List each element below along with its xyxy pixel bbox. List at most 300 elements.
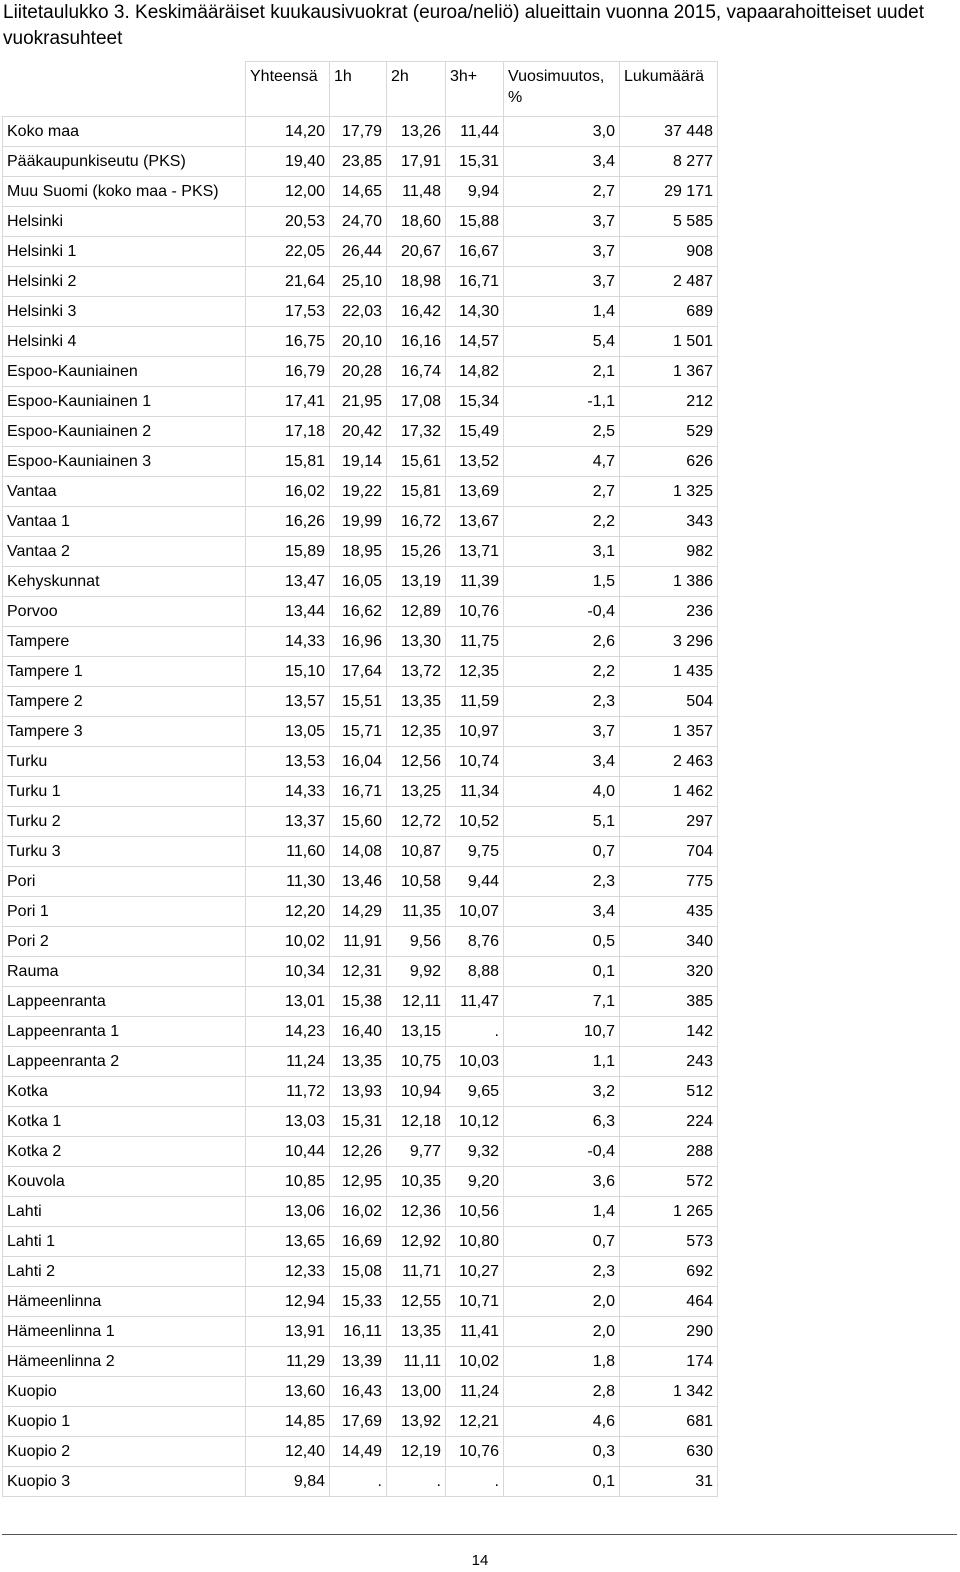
region-name-cell: Turku 2 (3, 807, 246, 837)
value-cell: 5,1 (504, 807, 620, 837)
value-cell: 16,05 (330, 567, 387, 597)
value-cell: 1,1 (504, 1047, 620, 1077)
value-cell: 13,35 (330, 1047, 387, 1077)
value-cell: 908 (620, 237, 718, 267)
value-cell: 16,96 (330, 627, 387, 657)
region-name-cell: Vantaa 2 (3, 537, 246, 567)
value-cell: 692 (620, 1257, 718, 1287)
value-cell: 297 (620, 807, 718, 837)
region-name-cell: Pääkaupunkiseutu (PKS) (3, 147, 246, 177)
value-cell: 704 (620, 837, 718, 867)
table-row (3, 747, 718, 777)
value-cell: 17,64 (330, 657, 387, 687)
value-cell: 13,92 (387, 1407, 446, 1437)
value-cell: 10,94 (387, 1077, 446, 1107)
table-row (3, 417, 718, 447)
value-cell: 3,2 (504, 1077, 620, 1107)
region-name-cell: Turku 1 (3, 777, 246, 807)
value-cell: 19,99 (330, 507, 387, 537)
value-cell: 0,5 (504, 927, 620, 957)
value-cell: 19,22 (330, 477, 387, 507)
value-cell: 16,16 (387, 327, 446, 357)
value-cell: 681 (620, 1407, 718, 1437)
value-cell: 630 (620, 1437, 718, 1467)
value-cell: 13,35 (387, 687, 446, 717)
region-name-cell: Rauma (3, 957, 246, 987)
value-cell: 15,81 (246, 447, 330, 477)
table-row (3, 777, 718, 807)
value-cell: 9,75 (446, 837, 504, 867)
value-cell: 1 367 (620, 357, 718, 387)
table-row (3, 1257, 718, 1287)
value-cell: 22,03 (330, 297, 387, 327)
value-cell: 11,60 (246, 837, 330, 867)
value-cell: 16,72 (387, 507, 446, 537)
region-name-cell: Kehyskunnat (3, 567, 246, 597)
value-cell: 2,3 (504, 867, 620, 897)
region-name-cell: Kuopio 2 (3, 1437, 246, 1467)
table-row (3, 147, 718, 177)
value-cell: 2,2 (504, 657, 620, 687)
value-cell: 15,51 (330, 687, 387, 717)
table-row (3, 1017, 718, 1047)
value-cell: 10,87 (387, 837, 446, 867)
value-cell: 10,52 (446, 807, 504, 837)
value-cell: 11,71 (387, 1257, 446, 1287)
table-row (3, 1137, 718, 1167)
table-row (3, 1437, 718, 1467)
region-name-cell: Lappeenranta (3, 987, 246, 1017)
value-cell: 243 (620, 1047, 718, 1077)
region-name-cell: Pori 1 (3, 897, 246, 927)
region-header (3, 62, 246, 117)
value-cell: 13,44 (246, 597, 330, 627)
region-name-cell: Muu Suomi (koko maa - PKS) (3, 177, 246, 207)
value-cell: 10,44 (246, 1137, 330, 1167)
value-cell: 13,01 (246, 987, 330, 1017)
region-name-cell: Tampere 1 (3, 657, 246, 687)
table-row (3, 237, 718, 267)
value-cell: . (446, 1017, 504, 1047)
value-cell: 12,35 (446, 657, 504, 687)
value-cell: 572 (620, 1167, 718, 1197)
value-cell: 775 (620, 867, 718, 897)
value-cell: 17,41 (246, 387, 330, 417)
value-cell: 21,95 (330, 387, 387, 417)
value-cell: 16,42 (387, 297, 446, 327)
table-row (3, 957, 718, 987)
value-cell: 11,24 (246, 1047, 330, 1077)
value-cell: 2,2 (504, 507, 620, 537)
value-cell: 10,85 (246, 1167, 330, 1197)
value-cell: 13,46 (330, 867, 387, 897)
value-cell: 22,05 (246, 237, 330, 267)
value-cell: 13,25 (387, 777, 446, 807)
value-cell: 12,26 (330, 1137, 387, 1167)
table-row (3, 1107, 718, 1137)
value-cell: 4,0 (504, 777, 620, 807)
value-cell: 8,88 (446, 957, 504, 987)
value-cell: . (446, 1467, 504, 1497)
value-cell: 14,82 (446, 357, 504, 387)
value-cell: 18,98 (387, 267, 446, 297)
value-cell: 9,77 (387, 1137, 446, 1167)
value-cell: 14,85 (246, 1407, 330, 1437)
value-cell: 31 (620, 1467, 718, 1497)
value-cell: 2,7 (504, 177, 620, 207)
region-name-cell: Helsinki (3, 207, 246, 237)
value-cell: 10,97 (446, 717, 504, 747)
value-cell: 12,35 (387, 717, 446, 747)
value-cell: 16,04 (330, 747, 387, 777)
table-row (3, 1227, 718, 1257)
value-cell: 23,85 (330, 147, 387, 177)
value-cell: 11,91 (330, 927, 387, 957)
value-cell: -0,4 (504, 597, 620, 627)
header-row (3, 62, 718, 117)
value-cell: 626 (620, 447, 718, 477)
value-cell: 0,1 (504, 957, 620, 987)
table-row (3, 357, 718, 387)
value-cell: 10,02 (246, 927, 330, 957)
value-cell: 0,1 (504, 1467, 620, 1497)
value-cell: 3,4 (504, 897, 620, 927)
value-cell: 1 435 (620, 657, 718, 687)
table-row (3, 837, 718, 867)
value-cell: 290 (620, 1317, 718, 1347)
value-cell: 2 463 (620, 747, 718, 777)
value-cell: 12,33 (246, 1257, 330, 1287)
value-cell: 2,3 (504, 1257, 620, 1287)
value-cell: 2,0 (504, 1317, 620, 1347)
value-cell: 689 (620, 297, 718, 327)
value-cell: 13,57 (246, 687, 330, 717)
value-cell: 15,31 (330, 1107, 387, 1137)
table-row (3, 537, 718, 567)
value-cell: 10,34 (246, 957, 330, 987)
value-cell: 13,72 (387, 657, 446, 687)
value-cell: 12,95 (330, 1167, 387, 1197)
region-name-cell: Lahti (3, 1197, 246, 1227)
value-cell: 504 (620, 687, 718, 717)
value-cell: 1 357 (620, 717, 718, 747)
value-cell: 17,53 (246, 297, 330, 327)
value-cell: 11,34 (446, 777, 504, 807)
region-name-cell: Vantaa (3, 477, 246, 507)
value-cell: 14,57 (446, 327, 504, 357)
value-cell: 13,00 (387, 1377, 446, 1407)
value-cell: 15,49 (446, 417, 504, 447)
value-cell: 0,3 (504, 1437, 620, 1467)
value-cell: 3,4 (504, 747, 620, 777)
column-header: Vuosimuutos, % (504, 62, 620, 117)
region-name-cell: Koko maa (3, 117, 246, 147)
value-cell: 3,7 (504, 207, 620, 237)
region-name-cell: Pori 2 (3, 927, 246, 957)
table-row (3, 387, 718, 417)
value-cell: 14,08 (330, 837, 387, 867)
value-cell: 464 (620, 1287, 718, 1317)
value-cell: 9,84 (246, 1467, 330, 1497)
value-cell: 17,69 (330, 1407, 387, 1437)
table-row (3, 927, 718, 957)
value-cell: 17,32 (387, 417, 446, 447)
value-cell: 573 (620, 1227, 718, 1257)
region-name-cell: Helsinki 3 (3, 297, 246, 327)
value-cell: 13,19 (387, 567, 446, 597)
table-row (3, 1197, 718, 1227)
region-name-cell: Kotka 2 (3, 1137, 246, 1167)
value-cell: 10,35 (387, 1167, 446, 1197)
value-cell: 12,20 (246, 897, 330, 927)
value-cell: -1,1 (504, 387, 620, 417)
value-cell: 16,69 (330, 1227, 387, 1257)
region-name-cell: Kuopio (3, 1377, 246, 1407)
value-cell: 10,80 (446, 1227, 504, 1257)
value-cell: 1,5 (504, 567, 620, 597)
value-cell: 11,47 (446, 987, 504, 1017)
value-cell: 11,24 (446, 1377, 504, 1407)
value-cell: 0,7 (504, 1227, 620, 1257)
table-row (3, 1287, 718, 1317)
value-cell: 17,08 (387, 387, 446, 417)
value-cell: 288 (620, 1137, 718, 1167)
value-cell: 11,72 (246, 1077, 330, 1107)
value-cell: 20,28 (330, 357, 387, 387)
region-name-cell: Pori (3, 867, 246, 897)
value-cell: 13,15 (387, 1017, 446, 1047)
region-name-cell: Kouvola (3, 1167, 246, 1197)
value-cell: 15,31 (446, 147, 504, 177)
table-row (3, 807, 718, 837)
value-cell: 11,11 (387, 1347, 446, 1377)
footer-rule (2, 1534, 957, 1535)
value-cell: 0,7 (504, 837, 620, 867)
value-cell: 20,53 (246, 207, 330, 237)
value-cell: 24,70 (330, 207, 387, 237)
value-cell: 3,0 (504, 117, 620, 147)
value-cell: 15,89 (246, 537, 330, 567)
value-cell: 13,65 (246, 1227, 330, 1257)
value-cell: 13,69 (446, 477, 504, 507)
value-cell: 20,42 (330, 417, 387, 447)
value-cell: 3,6 (504, 1167, 620, 1197)
value-cell: 3 296 (620, 627, 718, 657)
value-cell: 29 171 (620, 177, 718, 207)
value-cell: 340 (620, 927, 718, 957)
value-cell: 4,7 (504, 447, 620, 477)
value-cell: 13,91 (246, 1317, 330, 1347)
region-name-cell: Kuopio 1 (3, 1407, 246, 1437)
value-cell: 20,10 (330, 327, 387, 357)
value-cell: 10,12 (446, 1107, 504, 1137)
value-cell: 17,18 (246, 417, 330, 447)
value-cell: 5,4 (504, 327, 620, 357)
table-row (3, 1347, 718, 1377)
table-row (3, 1467, 718, 1497)
value-cell: 37 448 (620, 117, 718, 147)
region-name-cell: Tampere 3 (3, 717, 246, 747)
table-row (3, 687, 718, 717)
region-name-cell: Espoo-Kauniainen 3 (3, 447, 246, 477)
table-row (3, 477, 718, 507)
value-cell: 14,20 (246, 117, 330, 147)
value-cell: 8,76 (446, 927, 504, 957)
value-cell: 18,95 (330, 537, 387, 567)
value-cell: 9,65 (446, 1077, 504, 1107)
value-cell: 12,18 (387, 1107, 446, 1137)
value-cell: 15,81 (387, 477, 446, 507)
column-header: Lukumäärä (620, 62, 718, 117)
value-cell: 10,07 (446, 897, 504, 927)
value-cell: 512 (620, 1077, 718, 1107)
value-cell: 5 585 (620, 207, 718, 237)
table-row (3, 507, 718, 537)
value-cell: 10,76 (446, 1437, 504, 1467)
value-cell: 12,40 (246, 1437, 330, 1467)
value-cell: 13,93 (330, 1077, 387, 1107)
value-cell: 11,48 (387, 177, 446, 207)
value-cell: 15,71 (330, 717, 387, 747)
region-name-cell: Helsinki 1 (3, 237, 246, 267)
value-cell: 2 487 (620, 267, 718, 297)
value-cell: 15,08 (330, 1257, 387, 1287)
value-cell: 14,33 (246, 777, 330, 807)
value-cell: 16,40 (330, 1017, 387, 1047)
value-cell: 15,88 (446, 207, 504, 237)
value-cell: 435 (620, 897, 718, 927)
table-row (3, 117, 718, 147)
value-cell: 3,1 (504, 537, 620, 567)
value-cell: 12,11 (387, 987, 446, 1017)
value-cell: 13,26 (387, 117, 446, 147)
value-cell: 8 277 (620, 147, 718, 177)
region-name-cell: Hämeenlinna 2 (3, 1347, 246, 1377)
table-row (3, 1077, 718, 1107)
table-row (3, 627, 718, 657)
value-cell: 10,75 (387, 1047, 446, 1077)
value-cell: 16,74 (387, 357, 446, 387)
value-cell: 17,79 (330, 117, 387, 147)
value-cell: 982 (620, 537, 718, 567)
value-cell: 9,94 (446, 177, 504, 207)
table-row (3, 177, 718, 207)
table-row (3, 207, 718, 237)
value-cell: 13,30 (387, 627, 446, 657)
value-cell: 16,11 (330, 1317, 387, 1347)
value-cell: 13,60 (246, 1377, 330, 1407)
value-cell: 12,00 (246, 177, 330, 207)
region-name-cell: Turku (3, 747, 246, 777)
value-cell: 9,56 (387, 927, 446, 957)
value-cell: 2,7 (504, 477, 620, 507)
value-cell: 11,35 (387, 897, 446, 927)
region-name-cell: Kotka (3, 1077, 246, 1107)
value-cell: 16,02 (330, 1197, 387, 1227)
value-cell: 12,55 (387, 1287, 446, 1317)
value-cell: 16,79 (246, 357, 330, 387)
value-cell: 11,59 (446, 687, 504, 717)
value-cell: 10,03 (446, 1047, 504, 1077)
table-row (3, 1377, 718, 1407)
value-cell: 17,91 (387, 147, 446, 177)
value-cell: 3,7 (504, 267, 620, 297)
value-cell: 1 325 (620, 477, 718, 507)
region-name-cell: Helsinki 4 (3, 327, 246, 357)
value-cell: 1 501 (620, 327, 718, 357)
rent-table (2, 61, 718, 1497)
value-cell: 16,43 (330, 1377, 387, 1407)
region-name-cell: Turku 3 (3, 837, 246, 867)
value-cell: 12,56 (387, 747, 446, 777)
column-header: Yhteensä (246, 62, 330, 117)
table-row (3, 1047, 718, 1077)
region-name-cell: Hämeenlinna (3, 1287, 246, 1317)
region-name-cell: Hämeenlinna 1 (3, 1317, 246, 1347)
value-cell: 12,89 (387, 597, 446, 627)
value-cell: 11,41 (446, 1317, 504, 1347)
region-name-cell: Porvoo (3, 597, 246, 627)
region-name-cell: Lahti 1 (3, 1227, 246, 1257)
value-cell: 13,47 (246, 567, 330, 597)
value-cell: 3,7 (504, 237, 620, 267)
value-cell: 142 (620, 1017, 718, 1047)
table-row (3, 267, 718, 297)
value-cell: 12,92 (387, 1227, 446, 1257)
value-cell: 25,10 (330, 267, 387, 297)
region-name-cell: Lappeenranta 1 (3, 1017, 246, 1047)
value-cell: 7,1 (504, 987, 620, 1017)
value-cell: 174 (620, 1347, 718, 1377)
value-cell: 18,60 (387, 207, 446, 237)
value-cell: 11,29 (246, 1347, 330, 1377)
value-cell: 14,33 (246, 627, 330, 657)
value-cell: 15,34 (446, 387, 504, 417)
value-cell: 1,8 (504, 1347, 620, 1377)
value-cell: 13,03 (246, 1107, 330, 1137)
page-title: Liitetaulukko 3. Keskimääräiset kuukausivuokrat (euroa/neliö) alueittain vuonna 2015, vapaarahoitteiset uudet vuokrasuhteet (3, 2, 925, 49)
value-cell: 14,30 (446, 297, 504, 327)
value-cell: 14,23 (246, 1017, 330, 1047)
value-cell: 15,61 (387, 447, 446, 477)
table-row (3, 1167, 718, 1197)
page-number: 14 (471, 1552, 489, 1569)
table-row (3, 447, 718, 477)
table-row (3, 327, 718, 357)
value-cell: 14,49 (330, 1437, 387, 1467)
value-cell: 224 (620, 1107, 718, 1137)
value-cell: 13,39 (330, 1347, 387, 1377)
value-cell: 3,4 (504, 147, 620, 177)
value-cell: 12,94 (246, 1287, 330, 1317)
value-cell: 15,33 (330, 1287, 387, 1317)
value-cell: 2,8 (504, 1377, 620, 1407)
value-cell: 9,44 (446, 867, 504, 897)
value-cell: 9,92 (387, 957, 446, 987)
value-cell: 13,05 (246, 717, 330, 747)
value-cell: 343 (620, 507, 718, 537)
region-name-cell: Espoo-Kauniainen 1 (3, 387, 246, 417)
region-name-cell: Kuopio 3 (3, 1467, 246, 1497)
region-name-cell: Tampere 2 (3, 687, 246, 717)
value-cell: 11,30 (246, 867, 330, 897)
value-cell: 2,6 (504, 627, 620, 657)
value-cell: 10,71 (446, 1287, 504, 1317)
value-cell: 9,20 (446, 1167, 504, 1197)
value-cell: 236 (620, 597, 718, 627)
value-cell: 16,67 (446, 237, 504, 267)
value-cell: 26,44 (330, 237, 387, 267)
